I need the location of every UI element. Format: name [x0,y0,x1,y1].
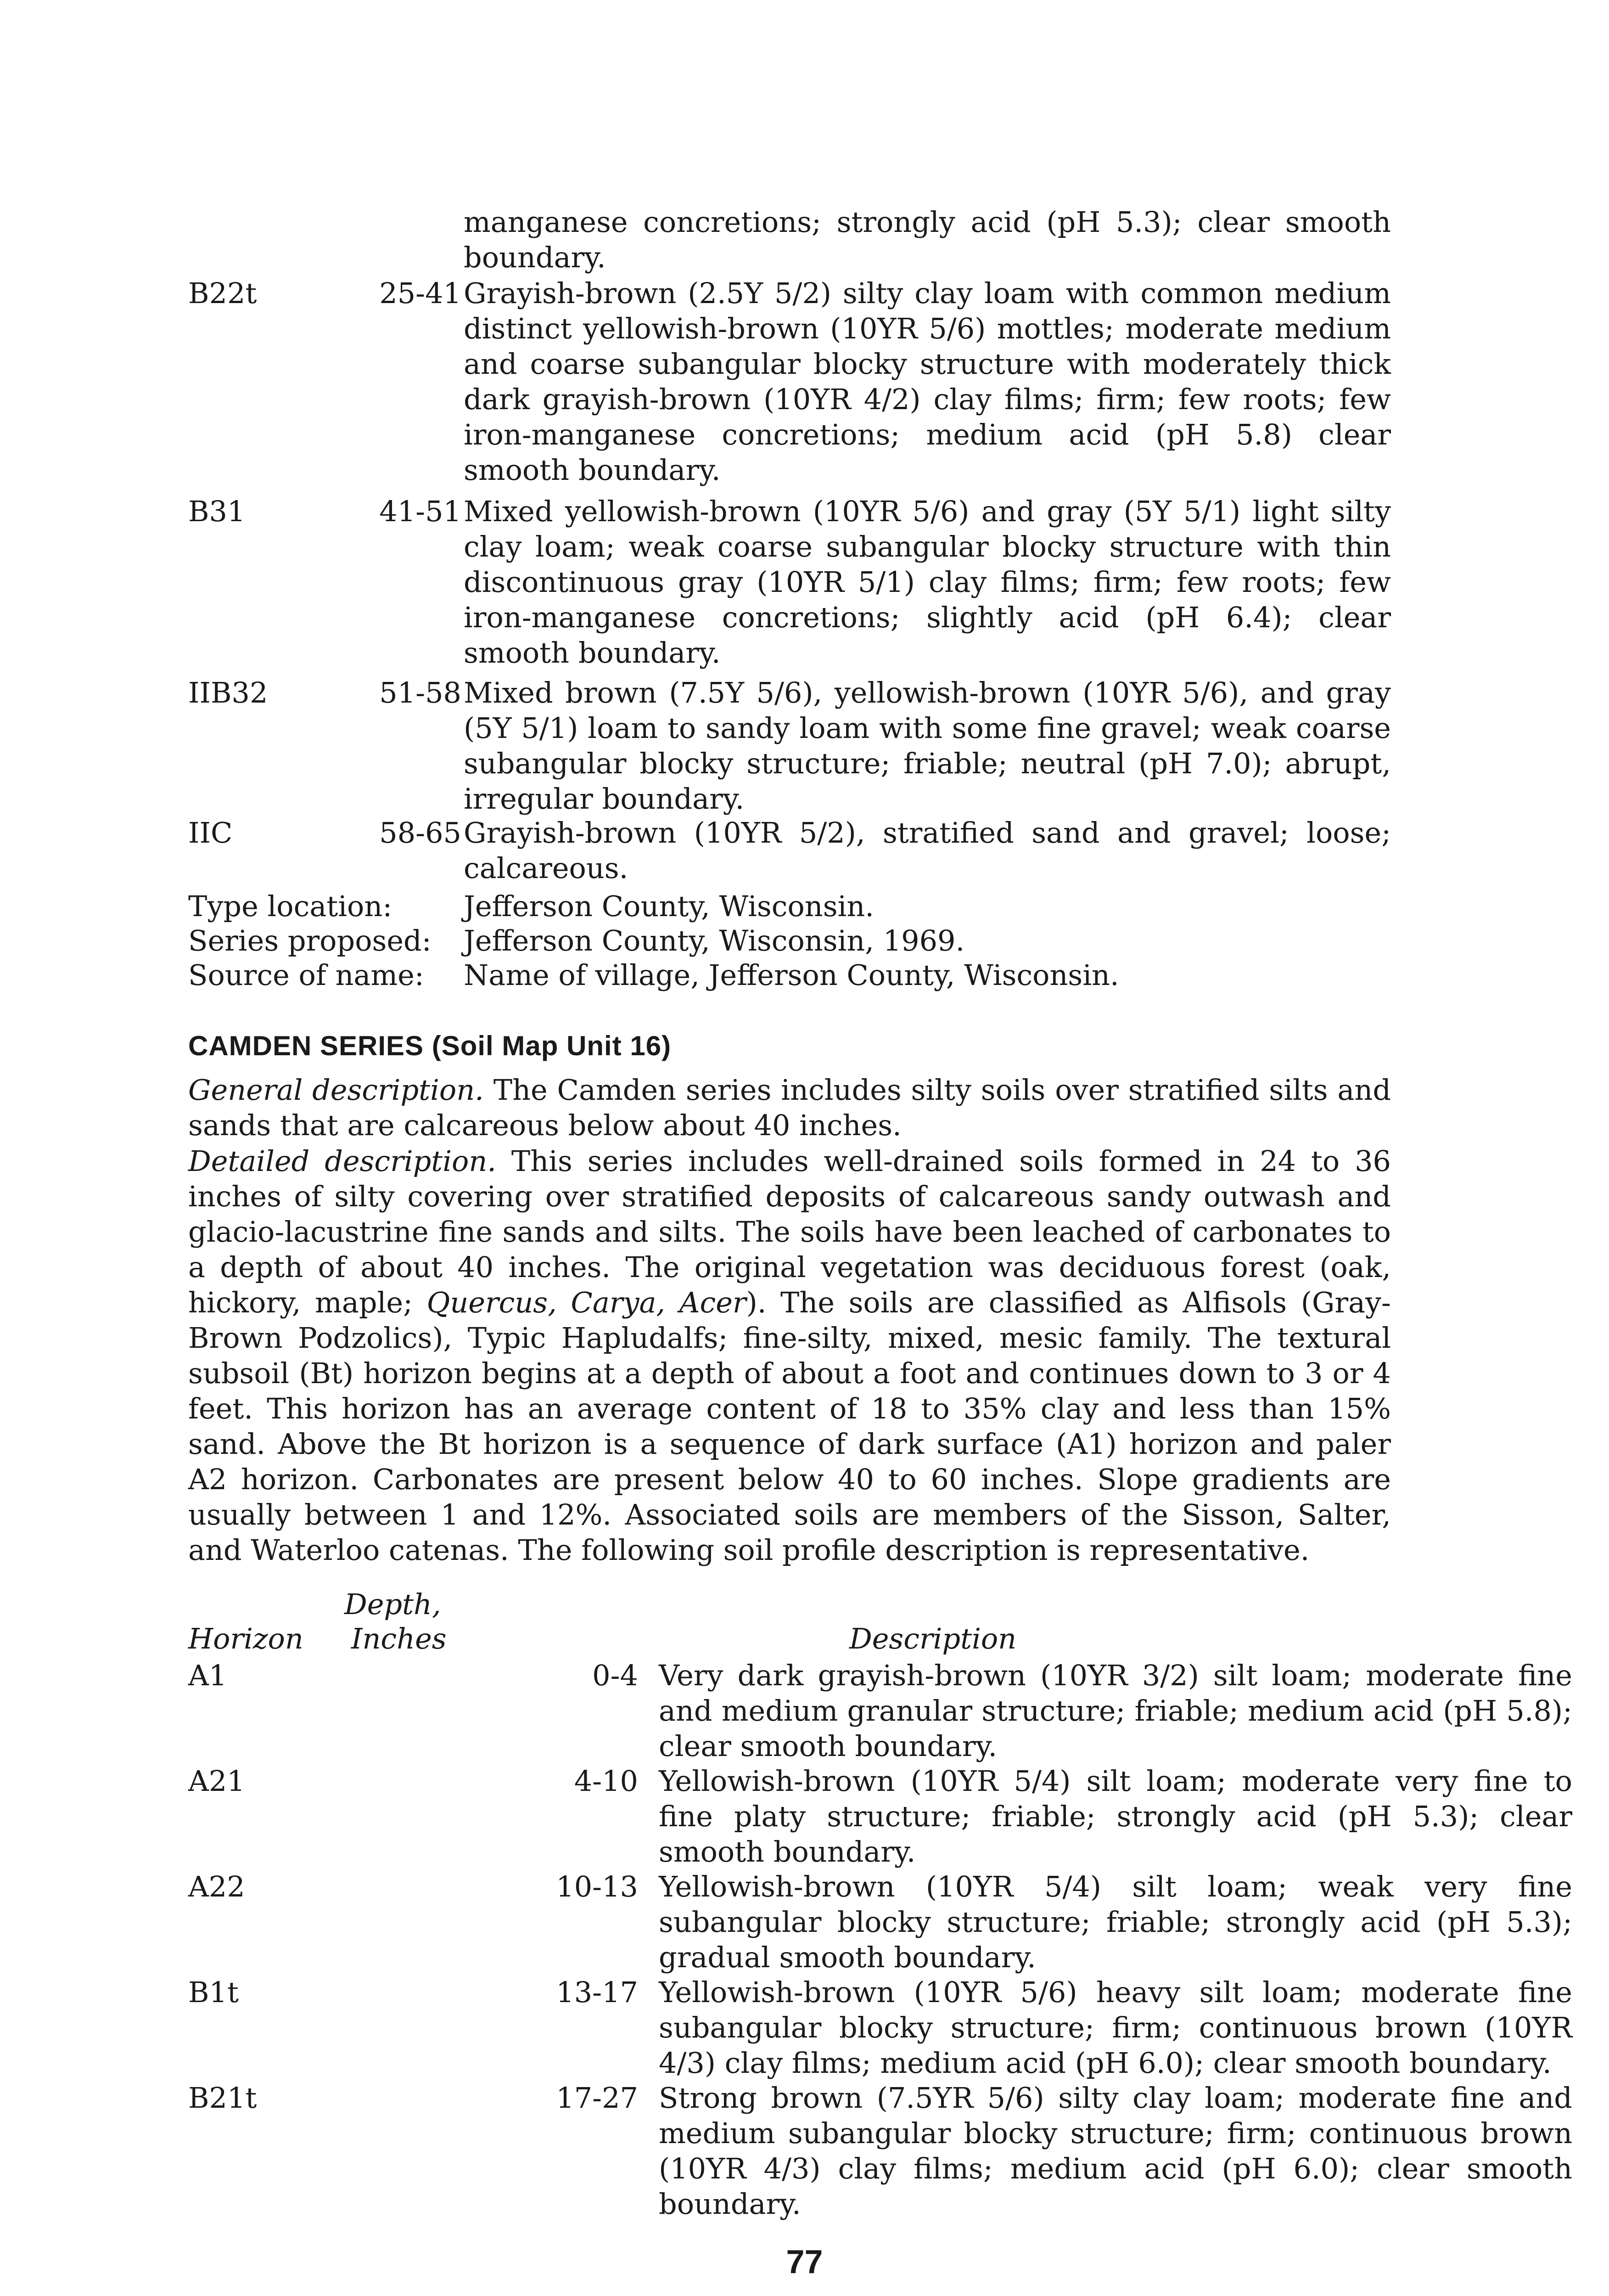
horizon-depth: 4-10 [574,1764,638,1798]
horizon-depth: 13-17 [556,1975,638,2009]
horizon-depth: 17-27 [556,2081,638,2115]
detailed-description-text: This series includes well-drained soils formed in 24 to 36 inches of silty covering over stratified deposits of calcareous sandy outwash and glacio-lacustrine fine sands and silts. The soils have been leached of carbonates to a depth of about 40 inches. The original vegetation was deciduous forest (oak, hickory, maple; [188,1144,1391,1319]
table-header-depth-1: Depth, [344,1587,441,1621]
horizon-name: A21 [188,1764,245,1798]
horizon-depth: 0-4 [592,1659,638,1692]
general-description-text: The Camden series includes silty soils over stratified silts and sands that are calcareous below about 40 inches. [188,1073,1391,1142]
horizon-name: A22 [188,1870,245,1903]
general-description [188,1072,1391,1143]
table-header-depth-2: Inches [351,1622,447,1655]
horizon-description: Strong brown (7.5YR 5/6) silty clay loam; moderate fine and medium subangular blocky structure; firm; continuous brown (10YR 4/3) clay films; medium acid (pH 6.0); clear smooth boundary. [659,2081,1572,2221]
detailed-description-label: Detailed description. [188,1144,496,1178]
horizon-depth: 58-65 [379,816,461,850]
horizon-depth: 25-41 [379,276,461,310]
genus-names: Quercus, Carya, Acer [426,1286,746,1319]
series-info-label: Series proposed: [188,924,432,957]
page-number: 77 [786,2244,823,2280]
table-header-description: Description [849,1622,1017,1655]
detailed-description [188,1143,1391,1568]
continued-description: manganese concretions; strongly acid (pH 5.3); clear smooth boundary. [464,205,1391,274]
horizon-description: Mixed brown (7.5Y 5/6), yellowish-brown (10YR 5/6), and gray (5Y 5/1) loam to sandy loam with some fine gravel; weak coarse subangular blocky structure; friable; neutral (pH 7.0); abrupt, irregular boundary. [464,676,1391,816]
detailed-description-text-cont: ). The soils are classified as Alfisols (Gray-Brown Podzolics), Typic Hapludalfs; fine-silty, mixed, mesic family. The textural subsoil (Bt) horizon begins at a depth of about a foot and continues down to 3 or 4 feet. This horizon has an average content of 18 to 35% clay and less than 15% sand. Above the Bt horizon is a sequence of dark surface (A1) horizon and paler A2 horizon. Carbonates are present below 40 to 60 inches. Slope gradients are usually between 1 and 12%. Associated soils are members of the Sisson, Salter, and Waterloo catenas. The following soil profile description is representative. [188,1286,1391,1567]
series-info-label: Source of name: [188,958,424,992]
series-info-value: Jefferson County, Wisconsin, 1969. [464,924,965,957]
series-info-label: Type location: [188,889,392,923]
horizon-name: B22t [188,276,257,310]
table-header-horizon: Horizon [188,1622,303,1655]
general-description-label: General description. [188,1073,484,1107]
horizon-description: Mixed yellowish-brown (10YR 5/6) and gray (5Y 5/1) light silty clay loam; weak coarse subangular blocky structure with thin discontinuous gray (10YR 5/1) clay films; firm; few roots; few iron-manganese concretions; slightly acid (pH 6.4); clear smooth boundary. [464,495,1391,670]
horizon-description: Yellowish-brown (10YR 5/4) silt loam; moderate very fine to fine platy structure; friable; strongly acid (pH 5.3); clear smooth boundary. [659,1764,1572,1868]
horizon-name: B1t [188,1975,239,2009]
series-info-value: Name of village, Jefferson County, Wisconsin. [464,958,1119,992]
horizon-name: B31 [188,495,246,528]
horizon-name: IIB32 [188,676,268,709]
horizon-description: Yellowish-brown (10YR 5/6) heavy silt loam; moderate fine subangular blocky structure; firm; continuous brown (10YR 4/3) clay films; medium acid (pH 6.0); clear smooth boundary. [659,1975,1572,2080]
horizon-name: B21t [188,2081,257,2115]
horizon-depth: 51-58 [379,676,461,709]
section-heading: CAMDEN SERIES (Soil Map Unit 16) [188,1030,672,1061]
horizon-depth: 10-13 [556,1870,638,1903]
horizon-description: Very dark grayish-brown (10YR 3/2) silt loam; moderate fine and medium granular structure; friable; medium acid (pH 5.8); clear smooth boundary. [659,1659,1572,1763]
horizon-name: A1 [188,1659,227,1692]
horizon-description: Yellowish-brown (10YR 5/4) silt loam; weak very fine subangular blocky structure; friable; strongly acid (pH 5.3); gradual smooth boundary. [659,1870,1572,1974]
horizon-name: IIC [188,816,233,850]
series-info-value: Jefferson County, Wisconsin. [464,889,875,923]
horizon-depth: 41-51 [379,495,461,528]
horizon-description: Grayish-brown (10YR 5/2), stratified sand and gravel; loose; calcareous. [464,816,1391,885]
horizon-description: Grayish-brown (2.5Y 5/2) silty clay loam with common medium distinct yellowish-brown (10YR 5/6) mottles; moderate medium and coarse subangular blocky structure with moderately thick dark grayish-brown (10YR 4/2) clay films; firm; few roots; few iron-manganese concretions; medium acid (pH 5.8) clear smooth boundary. [464,276,1391,487]
